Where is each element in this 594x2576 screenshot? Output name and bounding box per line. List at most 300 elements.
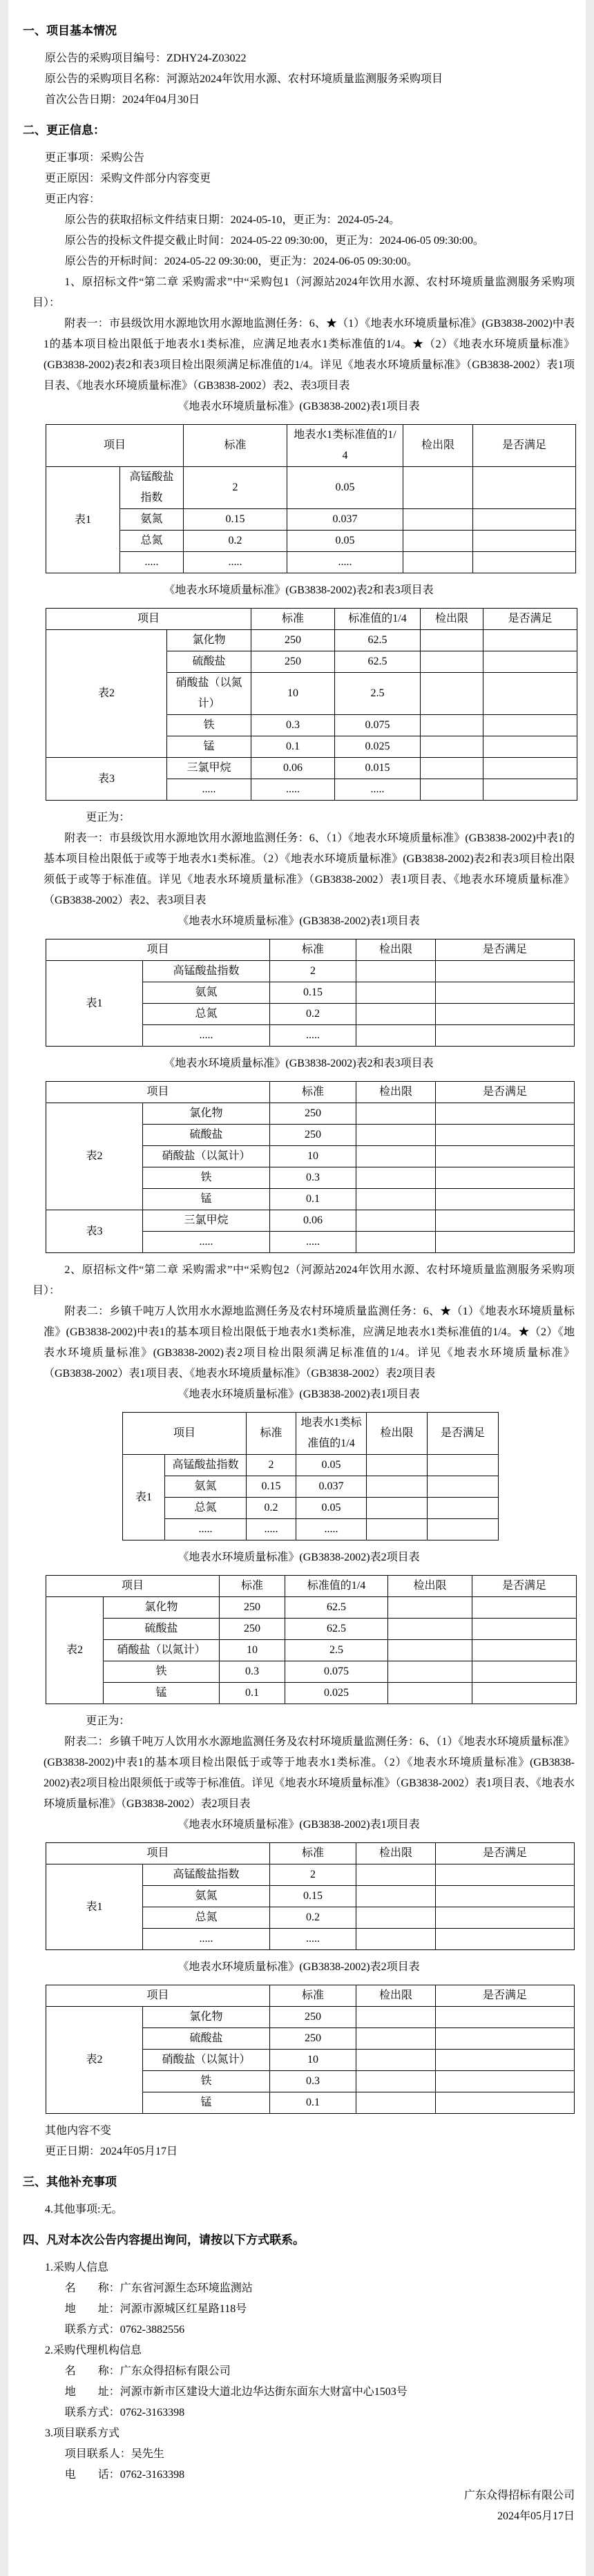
table-cell: 硝酸盐（以氮计） — [143, 1146, 270, 1167]
table-header-cell: 标准 — [270, 1843, 356, 1864]
table-cell — [473, 467, 576, 509]
table-cell — [483, 779, 577, 801]
table-cell: 2 — [247, 1455, 296, 1476]
table-cell: 0.3 — [220, 1661, 285, 1683]
table-cell — [483, 630, 577, 651]
standards-table — [46, 1081, 575, 1253]
table-cell: 表1 — [46, 961, 143, 1047]
table-row — [46, 1661, 577, 1683]
table-row — [123, 1455, 499, 1476]
table-row — [123, 1476, 499, 1498]
table-cell — [436, 1025, 575, 1047]
doc-obtain-deadline-correction: 原公告的获取招标文件结束日期：2024-05-10，更正为：2024-05-24。 — [64, 214, 401, 226]
table-cell: ..... — [143, 1025, 270, 1047]
table-cell — [403, 509, 473, 531]
signature-date: 2024年05月17日 — [497, 2510, 575, 2522]
table-cell: ..... — [167, 779, 251, 801]
table-header-cell: 项目 — [46, 939, 270, 961]
table-cell: 10 — [270, 2050, 356, 2071]
table-header-cell: 检出限 — [367, 1413, 428, 1455]
table-cell — [388, 1661, 472, 1683]
table-header-cell: 标准 — [270, 939, 356, 961]
table-cell — [367, 1455, 428, 1476]
table-cell: 硝酸盐（以氮计） — [104, 1640, 220, 1661]
table-cell: 硫酸盐 — [104, 1619, 220, 1640]
table-cell — [472, 1661, 577, 1683]
table-header-cell: 地表水1类标准值的1/4 — [287, 425, 403, 467]
correction-date: 更正日期：2024年05月17日 — [45, 2146, 178, 2157]
table-cell: 0.2 — [184, 531, 287, 552]
table-cell — [421, 758, 483, 779]
table-cell: 表1 — [46, 1864, 143, 1950]
table-header-cell: 是否满足 — [436, 1843, 575, 1864]
standards-table — [46, 1985, 575, 2114]
table-header-cell: 是否满足 — [436, 1082, 575, 1103]
table-cell: 0.1 — [220, 1683, 285, 1704]
table-row — [46, 1683, 577, 1704]
table-cell: 62.5 — [335, 651, 421, 673]
table-cell: 表2 — [46, 1103, 143, 1210]
table-cell: 0.05 — [296, 1498, 367, 1519]
table-title-t1: 《地表水环境质量标准》(GB3838-2002)表1项目表 — [178, 1819, 420, 1831]
table-cell: 锰 — [167, 736, 251, 758]
table-row — [46, 2007, 575, 2028]
table-cell: 250 — [270, 1125, 356, 1146]
table-row — [46, 531, 576, 552]
table-cell: 250 — [220, 1597, 285, 1619]
table-cell — [436, 982, 575, 1004]
table-cell — [436, 1125, 575, 1146]
table-cell: 硝酸盐（以氮计） — [143, 2050, 270, 2071]
buyer-section-label: 1.采购人信息 — [45, 2262, 109, 2273]
table-cell — [483, 736, 577, 758]
table-cell: ..... — [270, 1025, 356, 1047]
table-header-row — [123, 1413, 499, 1455]
first-announcement-date: 首次公告日期：2024年04月30日 — [45, 94, 200, 106]
table-cell: 高锰酸盐指数 — [165, 1455, 247, 1476]
table-cell: 0.3 — [270, 1167, 356, 1189]
table-header-cell: 检出限 — [403, 425, 473, 467]
table-cell: 氨氮 — [143, 1886, 270, 1907]
table-row — [46, 1597, 577, 1619]
correction-content-label: 更正内容： — [45, 193, 101, 205]
table-cell — [356, 1886, 436, 1907]
table-cell — [436, 1146, 575, 1167]
table-row — [46, 467, 576, 509]
table-cell: 氨氮 — [143, 982, 270, 1004]
table-cell: 2.5 — [335, 673, 421, 715]
table-cell: 62.5 — [285, 1597, 388, 1619]
package1-annex-corrected: 附表一：市县级饮用水源地饮用水源地监测任务：6、（1）《地表水环境质量标准》(GB3838-2002)中表1的基本项目检出限低于或等于地表水1类标准。（2）《地表水环境质量标准》(GB3838-2002)表2和表3项目检出限须低于或等于标准值。详见《地表水环境质量标准》（GB3838-2002）表1项目表、《地表水环境质量标准》（GB3838-2002）表2、表3项目表 — [44, 832, 575, 906]
table-pkg2-orig-t1 — [122, 1412, 575, 1540]
section-3-heading: 三、其他补充事项 — [23, 2175, 117, 2188]
table-cell — [356, 1146, 436, 1167]
table-cell — [436, 1103, 575, 1125]
table-header-cell: 是否满足 — [428, 1413, 499, 1455]
table-title-t1: 《地表水环境质量标准》(GB3838-2002)表1项目表 — [178, 401, 420, 412]
table-title-t1: 《地表水环境质量标准》(GB3838-2002)表1项目表 — [178, 1389, 420, 1400]
other-matters-note: 4.其他事项:无。 — [45, 2204, 123, 2215]
table-cell — [403, 552, 473, 573]
table-header-cell: 标准 — [184, 425, 287, 467]
table-cell: 表2 — [46, 2007, 143, 2114]
table-title-t23: 《地表水环境质量标准》(GB3838-2002)表2和表3项目表 — [164, 1058, 434, 1069]
section-4-heading: 四、凡对本次公告内容提出询问，请按以下方式联系。 — [23, 2233, 305, 2246]
table-cell — [367, 1476, 428, 1498]
table-cell — [356, 1232, 436, 1253]
standards-table — [46, 1842, 575, 1950]
table-cell — [421, 651, 483, 673]
table-header-cell: 项目 — [46, 1082, 270, 1103]
table-cell: 氨氮 — [165, 1476, 247, 1498]
table-cell — [436, 1167, 575, 1189]
table-row — [46, 630, 577, 651]
table-cell: 250 — [251, 651, 335, 673]
table-cell — [436, 1189, 575, 1210]
table-cell: 高锰酸盐指数 — [143, 961, 270, 982]
table-cell: ..... — [143, 1232, 270, 1253]
table-cell — [436, 2071, 575, 2092]
table-pkg1-new-t23 — [46, 1081, 575, 1253]
table-cell: 0.05 — [287, 531, 403, 552]
table-pkg2-orig-t2 — [46, 1575, 575, 1704]
table-cell: 三氯甲烷 — [167, 758, 251, 779]
other-content-unchanged: 其他内容不变 — [45, 2125, 112, 2137]
table-cell: 0.1 — [251, 736, 335, 758]
table-header-cell: 标准 — [220, 1576, 285, 1597]
table-cell — [356, 1125, 436, 1146]
bid-submit-deadline-correction: 原公告的投标文件提交截止时间：2024-05-22 09:30:00，更正为：2024-06-05 09:30:00。 — [64, 235, 484, 247]
table-row — [123, 1498, 499, 1519]
table-row — [46, 1103, 575, 1125]
agency-contact: 联系方式：0762-3163398 — [64, 2407, 185, 2418]
table-header-cell: 项目 — [46, 425, 184, 467]
table-cell — [356, 1103, 436, 1125]
table-cell — [436, 1929, 575, 1950]
table-cell: 0.3 — [251, 715, 335, 736]
table-cell — [483, 673, 577, 715]
table-cell: 250 — [251, 630, 335, 651]
table-header-cell: 项目 — [46, 609, 251, 630]
table-cell — [356, 2050, 436, 2071]
table-cell: 铁 — [167, 715, 251, 736]
table-cell: 表1 — [46, 467, 120, 573]
table-cell — [356, 1167, 436, 1189]
table-cell: 总氮 — [143, 1907, 270, 1929]
correction-item: 更正事项：采购公告 — [45, 152, 145, 164]
table-row — [46, 509, 576, 531]
table-cell: 锰 — [143, 1189, 270, 1210]
table-cell: 0.015 — [335, 758, 421, 779]
standards-table — [46, 608, 577, 801]
table-cell: 62.5 — [285, 1619, 388, 1640]
table-row — [46, 1864, 575, 1886]
table-cell: ..... — [247, 1519, 296, 1540]
table-cell — [436, 1864, 575, 1886]
table-cell — [436, 1907, 575, 1929]
table-cell — [483, 758, 577, 779]
section-2-heading: 二、更正信息： — [23, 124, 105, 137]
table-cell: 三氯甲烷 — [143, 1210, 270, 1232]
table-cell: ..... — [165, 1519, 247, 1540]
table-header-cell: 标准 — [247, 1413, 296, 1455]
table-cell: 表1 — [123, 1455, 165, 1540]
table-cell — [472, 1597, 577, 1619]
table-cell — [403, 531, 473, 552]
table-header-row — [46, 1082, 575, 1103]
table-pkg1-new-t1 — [46, 939, 575, 1047]
table-cell — [356, 1864, 436, 1886]
package1-intro: 1、原招标文件“第二章 采购需求”中“采购包1（河源站2024年饮用水源、农村环境质量监测服务采购项目）： — [32, 276, 575, 309]
table-row — [46, 961, 575, 982]
table-cell — [436, 2007, 575, 2028]
table-cell: ..... — [143, 1929, 270, 1950]
table-cell — [473, 509, 576, 531]
table-header-cell: 是否满足 — [473, 425, 576, 467]
agency-address: 地 址：河源市新市区建设大道北边华达街东面东大财富中心1503号 — [64, 2386, 408, 2398]
table-cell: 铁 — [143, 2071, 270, 2092]
table-cell — [367, 1498, 428, 1519]
table-cell — [473, 531, 576, 552]
table-cell — [436, 2028, 575, 2050]
table-cell — [388, 1683, 472, 1704]
table-row — [46, 758, 577, 779]
table-cell: 铁 — [143, 1167, 270, 1189]
standards-table — [46, 939, 575, 1047]
table-cell — [421, 673, 483, 715]
project-contact-phone: 电 话：0762-3163398 — [64, 2469, 185, 2481]
table-cell — [356, 2071, 436, 2092]
table-cell — [428, 1476, 499, 1498]
table-header-row — [46, 609, 577, 630]
table-cell: 0.025 — [285, 1683, 388, 1704]
table-cell — [436, 2092, 575, 2114]
table-row — [46, 1210, 575, 1232]
project-contact-person: 项目联系人：吴先生 — [64, 2448, 164, 2460]
original-project-number: 原公告的采购项目编号：ZDHY24-Z03022 — [45, 53, 247, 64]
table-header-cell: 标准值的1/4 — [335, 609, 421, 630]
table-cell: 2 — [270, 961, 356, 982]
table-cell: 0.15 — [184, 509, 287, 531]
table-cell: 氯化物 — [143, 2007, 270, 2028]
table-cell: 硝酸盐（以氮计） — [167, 673, 251, 715]
table-cell: 0.1 — [270, 1189, 356, 1210]
table-cell: 表3 — [46, 1210, 143, 1253]
table-cell: 10 — [220, 1640, 285, 1661]
table-pkg1-orig-t1 — [46, 424, 575, 573]
package2-intro: 2、原招标文件“第二章 采购需求”中“采购包2（河源站2024年饮用水源、农村环境质量监测服务采购项目）： — [32, 1264, 575, 1297]
table-cell: 0.075 — [335, 715, 421, 736]
table-cell: 表2 — [46, 630, 167, 758]
table-cell: 0.15 — [270, 1886, 356, 1907]
table-cell — [356, 2092, 436, 2114]
table-cell: 氯化物 — [143, 1103, 270, 1125]
table-cell: ..... — [270, 1232, 356, 1253]
table-cell: 氯化物 — [167, 630, 251, 651]
table-cell: 0.06 — [270, 1210, 356, 1232]
table-header-cell: 是否满足 — [483, 609, 577, 630]
table-cell — [483, 651, 577, 673]
table-cell — [356, 961, 436, 982]
table-title-t23: 《地表水环境质量标准》(GB3838-2002)表2和表3项目表 — [164, 584, 434, 596]
bid-open-time-correction: 原公告的开标时间：2024-05-22 09:30:00，更正为：2024-06-05 09:30:00。 — [64, 256, 418, 267]
table-cell — [472, 1619, 577, 1640]
table-cell — [428, 1519, 499, 1540]
table-cell: 0.037 — [296, 1476, 367, 1498]
table-cell — [428, 1455, 499, 1476]
table-cell: 0.3 — [270, 2071, 356, 2092]
table-header-cell: 是否满足 — [436, 1985, 575, 2007]
table-title-t2: 《地表水环境质量标准》(GB3838-2002)表2项目表 — [178, 1552, 420, 1563]
table-header-cell: 是否满足 — [436, 939, 575, 961]
table-header-row — [46, 1985, 575, 2007]
package2-annex-corrected: 附表二：乡镇千吨万人饮用水水源地监测任务及农村环境质量监测任务：6、（1）《地表水环境质量标准》(GB3838-2002)中表1的基本项目检出限低于或等于地表水1类标准。（2）《地表水环境质量标准》(GB3838-2002)表2项目检出限须低于或等于标准值。详见《地表水环境质量标准》（GB3838-2002）表1项目表、《地表水环境质量标准》（GB3838-2002）表2项目表 — [44, 1736, 575, 1810]
table-cell — [356, 982, 436, 1004]
table-cell: 0.2 — [247, 1498, 296, 1519]
table-header-cell: 检出限 — [388, 1576, 472, 1597]
table-row — [46, 1619, 577, 1640]
table-cell: ..... — [184, 552, 287, 573]
buyer-name: 名 称：广东省河源生态环境监测站 — [64, 2282, 253, 2294]
table-cell: 锰 — [104, 1683, 220, 1704]
table-cell — [356, 1907, 436, 1929]
table-header-cell: 标准值的1/4 — [285, 1576, 388, 1597]
package1-annex-original: 附表一：市县级饮用水源地饮用水源地监测任务：6、★（1）《地表水环境质量标准》(GB3838-2002)中表1的基本项目检出限低于地表水1类标准，应满足地表水1类标准值的1/4。★（2）《地表水环境质量标准》(GB3838-2002)表2和表3项目检出限须满足标准值的1/4。详见《地表水环境质量标准》（GB3838-2002）表1项目表、《地表水环境质量标准》（GB3838-2002）表2、表3项目表 — [44, 318, 575, 392]
table-cell — [356, 1189, 436, 1210]
table-header-row — [46, 1843, 575, 1864]
table-header-cell: 检出限 — [356, 1082, 436, 1103]
table-header-row — [46, 1576, 577, 1597]
table-cell — [421, 779, 483, 801]
table-cell — [436, 1004, 575, 1025]
table-cell: 0.1 — [270, 2092, 356, 2114]
table-pkg1-orig-t23 — [46, 608, 575, 801]
table-cell: ..... — [270, 1929, 356, 1950]
buyer-address: 地 址：河源市源城区红星路118号 — [64, 2303, 247, 2315]
table-cell — [388, 1597, 472, 1619]
table-cell: 0.075 — [285, 1661, 388, 1683]
table-cell: 10 — [251, 673, 335, 715]
table-cell: 250 — [220, 1619, 285, 1640]
table-cell: ..... — [296, 1519, 367, 1540]
table-cell: 2 — [184, 467, 287, 509]
table-header-cell: 检出限 — [356, 1843, 436, 1864]
agency-section-label: 2.采购代理机构信息 — [45, 2345, 142, 2356]
announcement-page — [8, 0, 586, 2576]
table-cell: 0.15 — [247, 1476, 296, 1498]
signature-organization: 广东众得招标有限公司 — [463, 2490, 575, 2501]
table-cell: 250 — [270, 2028, 356, 2050]
table-cell: 0.037 — [287, 509, 403, 531]
table-cell: 表3 — [46, 758, 167, 801]
table-pkg2-new-t2 — [46, 1985, 575, 2114]
table-cell — [356, 2028, 436, 2050]
agency-name: 名 称：广东众得招标有限公司 — [64, 2365, 231, 2377]
table-cell: 250 — [270, 2007, 356, 2028]
table-cell — [356, 1210, 436, 1232]
table-cell: 硫酸盐 — [167, 651, 251, 673]
table-cell: 表2 — [46, 1597, 104, 1704]
table-cell: 0.2 — [270, 1004, 356, 1025]
table-header-cell: 项目 — [123, 1413, 247, 1455]
table-cell: 高锰酸盐指数 — [120, 467, 184, 509]
table-cell: 硫酸盐 — [143, 1125, 270, 1146]
table-header-cell: 是否满足 — [472, 1576, 577, 1597]
table-cell: 0.06 — [251, 758, 335, 779]
table-row — [46, 552, 576, 573]
table-cell — [428, 1498, 499, 1519]
table-cell: 250 — [270, 1103, 356, 1125]
table-cell — [436, 1886, 575, 1907]
table-cell — [472, 1640, 577, 1661]
table-row — [46, 1640, 577, 1661]
table-cell: 0.05 — [287, 467, 403, 509]
table-cell: 0.025 — [335, 736, 421, 758]
table-cell: 2.5 — [285, 1640, 388, 1661]
table-cell: 总氮 — [120, 531, 184, 552]
table-title-t1: 《地表水环境质量标准》(GB3838-2002)表1项目表 — [178, 915, 420, 927]
table-cell: ..... — [251, 779, 335, 801]
table-header-row — [46, 939, 575, 961]
table-cell — [403, 467, 473, 509]
table-cell: ..... — [287, 552, 403, 573]
table-cell: 氯化物 — [104, 1597, 220, 1619]
table-cell: 总氮 — [143, 1004, 270, 1025]
table-cell: 0.05 — [296, 1455, 367, 1476]
table-header-cell: 标准 — [251, 609, 335, 630]
table-cell: 硫酸盐 — [143, 2028, 270, 2050]
table-cell: 10 — [270, 1146, 356, 1167]
table-header-cell: 检出限 — [356, 1985, 436, 2007]
table-cell — [367, 1519, 428, 1540]
table-pkg2-new-t1 — [46, 1842, 575, 1950]
corrected-to-label: 更正为： — [86, 1715, 131, 1727]
table-header-cell: 项目 — [46, 1843, 270, 1864]
standards-table — [46, 424, 576, 573]
table-cell: ..... — [120, 552, 184, 573]
table-header-cell: 项目 — [46, 1985, 270, 2007]
table-cell: 总氮 — [165, 1498, 247, 1519]
standards-table — [122, 1412, 499, 1540]
table-cell — [388, 1619, 472, 1640]
table-cell: 0.2 — [270, 1907, 356, 1929]
package2-annex-original: 附表二：乡镇千吨万人饮用水水源地监测任务及农村环境质量监测任务：6、★（1）《地表水环境质量标准》(GB3838-2002)中表1的基本项目检出限低于地表水1类标准，应满足地表水1类标准值的1/4。★（2）《地表水环境质量标准》(GB3838-2002)表2项目检出限须满足标准值的1/4。详见《地表水环境质量标准》（GB3838-2002）表1项目表、《地表水环境质量标准》（GB3838-2002）表2项目表 — [44, 1306, 575, 1380]
table-cell — [436, 1210, 575, 1232]
table-cell — [436, 961, 575, 982]
table-header-cell: 检出限 — [356, 939, 436, 961]
table-cell — [483, 715, 577, 736]
table-cell — [388, 1640, 472, 1661]
table-cell: 2 — [270, 1864, 356, 1886]
corrected-to-label: 更正为： — [86, 812, 131, 823]
table-header-cell: 项目 — [46, 1576, 220, 1597]
table-cell — [421, 715, 483, 736]
correction-reason: 更正原因：采购文件部分内容变更 — [45, 173, 211, 184]
original-project-name: 原公告的采购项目名称：河源站2024年饮用水源、农村环境质量监测服务采购项目 — [45, 73, 443, 85]
table-header-cell: 标准 — [270, 1985, 356, 2007]
section-1-heading: 一、项目基本情况 — [23, 24, 117, 37]
standards-table — [46, 1575, 577, 1704]
table-cell: 铁 — [104, 1661, 220, 1683]
buyer-contact: 联系方式：0762-3882556 — [64, 2324, 185, 2336]
table-cell — [421, 630, 483, 651]
table-cell — [356, 1025, 436, 1047]
table-header-cell: 地表水1类标准值的1/4 — [296, 1413, 367, 1455]
table-cell — [356, 1004, 436, 1025]
table-cell — [436, 1232, 575, 1253]
table-cell — [421, 736, 483, 758]
table-cell — [472, 1683, 577, 1704]
